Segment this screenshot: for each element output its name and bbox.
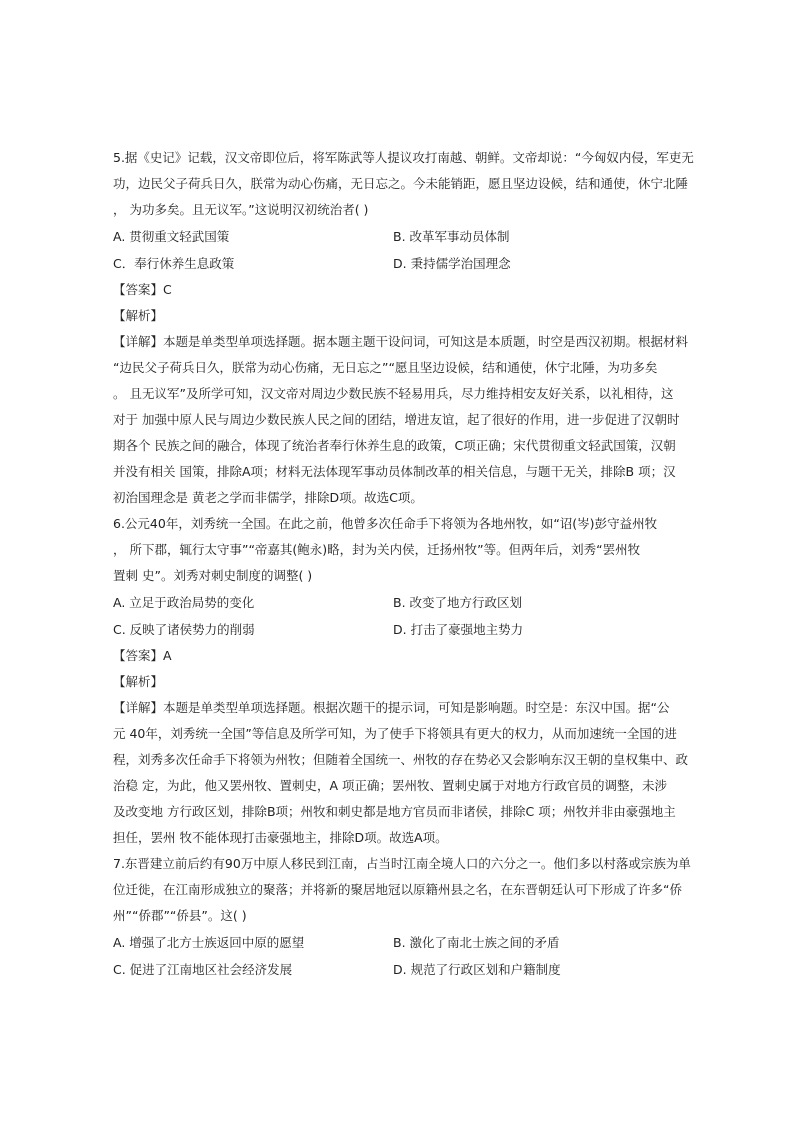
detail-line: 。 且无议军”及所学可知，汉文帝对周边少数民族不轻易用兵，尽力维持相安友好关系，以礼相待，这 [113,386,674,401]
question-stem-line: ， 所下郡，辄行太守事”“帝嘉其(鲍永)略，封为关内侯，迁扬州牧”等。但两年后，刘秀“罢州牧 [113,542,641,557]
detail-line: 对于 加强中原人民与周边少数民族人民之间的团结，增进友谊，起了很好的作用，进一步促进了汉朝时 [113,412,680,427]
option-d: D. 规范了行政区划和户籍制度 [393,962,561,977]
detail-line: 程，刘秀多次任命手下将领为州牧；但随着全国统一、州牧的存在势必又会影响东汉王朝的皇权集中、政 [113,752,689,767]
detail-line: 初治国理念是 黄老之学而非儒学，排除D项。故选C项。 [113,490,423,505]
option-b: B. 改革军事动员体制 [393,229,510,244]
option-row [113,929,683,956]
option-b: B. 改变了地方行政区划 [393,595,523,610]
option-row [113,616,683,643]
option-c: C．奉行休养生息政策 [113,256,235,271]
question-stem-line: 置刺 史”。刘秀对刺史制度的调整( ) [113,568,313,583]
option-row [113,589,683,616]
option-a: A. 贯彻重文轻武国策 [113,229,230,244]
option-a: A. 增强了北方士族返回中原的愿望 [113,935,305,950]
detail-line: 【详解】本题是单类型单项选择题。根据次题干的提示词，可知是影响题。时空是：东汉中国。据“公 [113,700,670,715]
question-6 [113,511,689,851]
detail-line: 及改变地 方行政区划，排除B项；州牧和刺史都是地方官员而非诸侯，排除C 项；州牧并非由豪强地主 [113,804,676,819]
document-page [113,145,694,983]
detail-line: 并没有相关 国策，排除A项；材料无法体现军事动员体制改革的相关信息，与题干无关，排除B 项；汉 [113,464,676,479]
question-stem-line: ， 为功多矣。且无议军。”这说明汉初统治者( ) [113,202,369,217]
option-c: C. 促进了江南地区社会经济发展 [113,962,293,977]
option-c: C. 反映了诸侯势力的削弱 [113,622,255,637]
answer-label: 【答案】A [113,648,172,663]
option-d: D. 秉持儒学治国理念 [393,256,511,271]
detail-line: 治稳 定，为此，他又罢州牧、置刺史，A 项正确；罢州牧、置刺史属于对地方行政官员的调整，未涉 [113,778,667,793]
analysis-label: 【解析】 [113,308,164,323]
analysis-label: 【解析】 [113,674,164,689]
question-stem-line: 位迁徙，在江南形成独立的聚落；并将新的聚居地冠以原籍州县之名，在东晋朝廷认可下形成了许多“侨 [113,882,682,897]
option-row [113,250,683,277]
option-d: D. 打击了豪强地主势力 [393,622,524,637]
option-row [113,223,683,250]
question-stem-line: 州”“侨郡”“侨县”。这( ) [113,908,247,923]
option-b: B. 激化了南北士族之间的矛盾 [393,935,560,950]
option-row [113,956,683,983]
detail-line: 担任，罢州 牧不能体现打击豪强地主，排除D项。故选A项。 [113,830,448,845]
question-stem-line: 6.公元40年，刘秀统一全国。在此之前，他曾多次任命手下将领为各地州牧，如“诏(岑)彭守益州牧 [113,516,658,531]
question-7 [113,851,691,983]
detail-line: “边民父子荷兵日久，朕常为动心伤痛，无日忘之”“愿且坚边设候，结和通使，休宁北陲，为功多矣 [113,360,658,375]
question-stem-line: 功，边民父子荷兵日久，朕常为动心伤痛，无日忘之。今未能销距，愿且坚边设候，结和通使，休宁北陲 [113,176,689,191]
question-stem-line: 7.东晋建立前后约有90万中原人移民到江南，占当时江南全境人口的六分之一。他们多以村落或宗族为单 [113,856,691,871]
detail-line: 【详解】本题是单类型单项选择题。据本题主题干设问词，可知这是本质题，时空是西汉初期。根据材料 [113,334,689,349]
option-a: A. 立足于政治局势的变化 [113,595,255,610]
question-5 [113,145,694,511]
detail-line: 元 40年，刘秀统一全国”等信息及所学可知，为了使手下将领具有更大的权力，从而加速统一全国的进 [113,726,677,741]
answer-label: 【答案】C [113,282,172,297]
question-stem-line: 5.据《史记》记载，汉文帝即位后，将军陈武等人提议攻打南越、朝鲜。文帝却说：“今匈奴内侵，军吏无 [113,150,694,165]
detail-line: 期各个 民族之间的融合，体现了统治者奉行休养生息的政策，C项正确；宋代贯彻重文轻武国策，汉朝 [113,438,676,453]
